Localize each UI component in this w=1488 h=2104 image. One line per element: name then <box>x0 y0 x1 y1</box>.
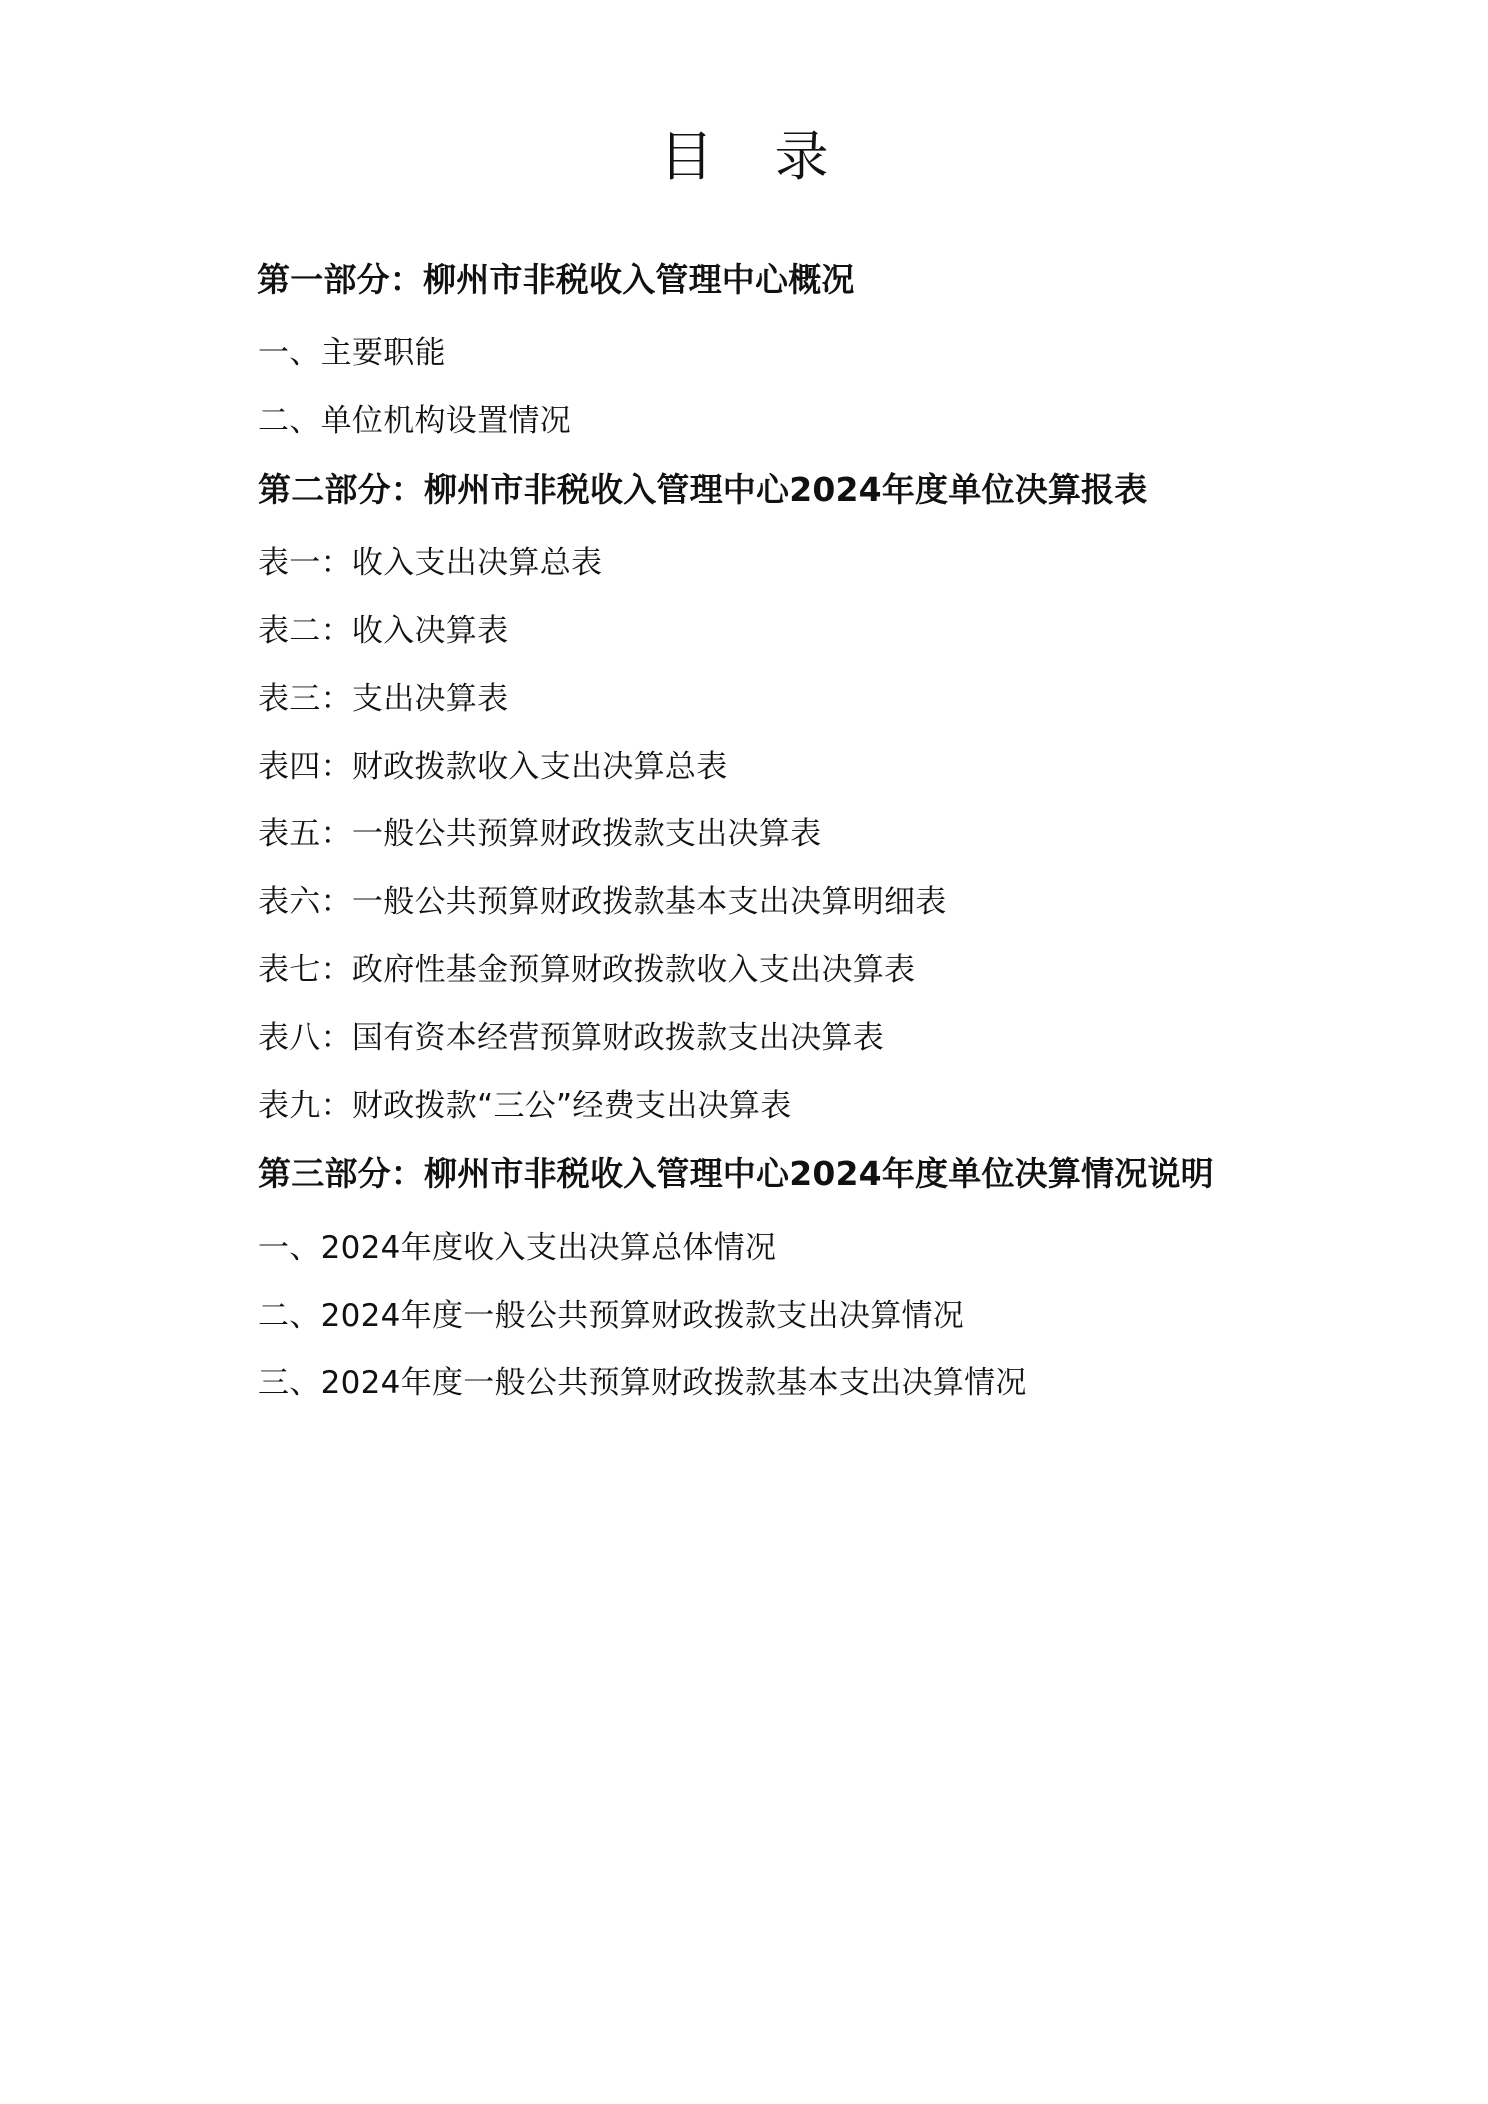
toc-entry-1-1[interactable]: 一、主要职能 <box>258 335 446 372</box>
table-of-contents <box>0 246 1488 1418</box>
toc-entry-table-2[interactable]: 表二：收入决算表 <box>258 612 509 649</box>
toc-entry-part-3[interactable]: 第三部分：柳州市非税收入管理中心2024年度单位决算情况说明 <box>258 1154 1214 1194</box>
toc-entry-table-5[interactable]: 表五：一般公共预算财政拨款支出决算表 <box>258 816 822 853</box>
toc-entry-3-3[interactable]: 三、2024年度一般公共预算财政拨款基本支出决算情况 <box>258 1365 1027 1402</box>
toc-entry-table-3[interactable]: 表三：支出决算表 <box>258 680 509 717</box>
toc-entry-table-6[interactable]: 表六：一般公共预算财政拨款基本支出决算明细表 <box>258 884 947 921</box>
toc-entry-table-4[interactable]: 表四：财政拨款收入支出决算总表 <box>258 748 728 785</box>
toc-entry-1-2[interactable]: 二、单位机构设置情况 <box>258 403 571 440</box>
toc-entry-part-2[interactable]: 第二部分：柳州市非税收入管理中心2024年度单位决算报表 <box>258 469 1148 509</box>
toc-entry-3-2[interactable]: 二、2024年度一般公共预算财政拨款支出决算情况 <box>258 1297 965 1334</box>
toc-entry-table-7[interactable]: 表七：政府性基金预算财政拨款收入支出决算表 <box>258 952 916 988</box>
toc-entry-table-1[interactable]: 表一：收入支出决算总表 <box>258 545 603 582</box>
toc-entry-part-1[interactable]: 第一部分：柳州市非税收入管理中心概况 <box>257 260 855 299</box>
toc-entry-3-1[interactable]: 一、2024年度收入支出决算总体情况 <box>258 1229 777 1266</box>
page-title: 目 录 <box>659 125 851 188</box>
toc-entry-table-8[interactable]: 表八：国有资本经营预算财政拨款支出决算表 <box>258 1019 884 1056</box>
toc-entry-table-9[interactable]: 表九：财政拨款“三公”经费支出决算表 <box>258 1087 792 1124</box>
